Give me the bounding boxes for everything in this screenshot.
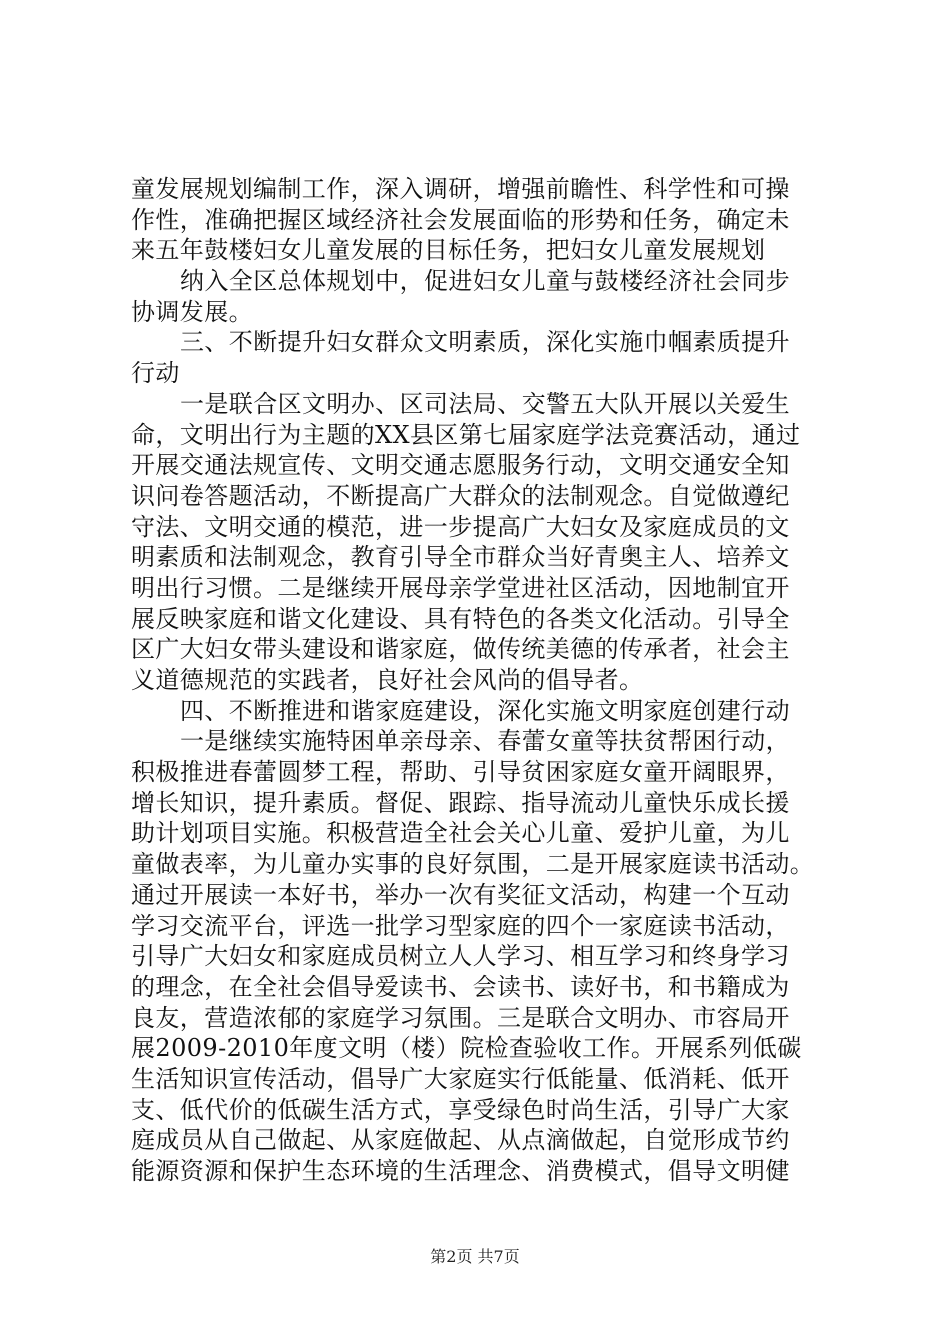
section-heading: 三、不断提升妇女群众文明素质，深化实施巾帼素质提升 bbox=[180, 328, 790, 357]
text-line: 能源资源和保护生态环境的生活理念、消费模式，倡导文明健 bbox=[131, 1157, 790, 1185]
section-heading: 行动 bbox=[131, 359, 180, 388]
text-line: 区广大妇女带头建设和谐家庭，做传统美德的传承者，社会主 bbox=[131, 635, 790, 664]
text-line: 义道德规范的实践者，良好社会风尚的倡导者。 bbox=[131, 666, 644, 694]
text-line: 积极推进春蕾圆梦工程，帮助、引导贫困家庭女童开阔眼界， bbox=[131, 758, 790, 787]
text-line: 庭成员从自己做起、从家庭做起、从点滴做起，自觉形成节约 bbox=[131, 1126, 790, 1155]
text-line: 一是联合区文明办、区司法局、交警五大队开展以关爱生 bbox=[180, 389, 790, 418]
text-line: 识问卷答题活动，不断提高广大群众的法制观念。自觉做遵纪 bbox=[131, 481, 790, 510]
text-line: 纳入全区总体规划中，促进妇女儿童与鼓楼经济社会同步 bbox=[180, 267, 790, 296]
text-line: 展反映家庭和谐文化建设、具有特色的各类文化活动。引导全 bbox=[131, 604, 790, 633]
text-line: 展2009-2010年度文明（楼）院检查验收工作。开展系列低碳 bbox=[131, 1034, 802, 1063]
page-number-footer: 第2页 共7页 bbox=[430, 1247, 520, 1266]
text-line: 的理念，在全社会倡导爱读书、会读书、读好书，和书籍成为 bbox=[131, 972, 790, 1001]
text-line: 协调发展。 bbox=[131, 297, 253, 326]
text-line: 引导广大妇女和家庭成员树立人人学习、相互学习和终身学习 bbox=[131, 942, 790, 971]
section-heading: 四、不断推进和谐家庭建设，深化实施文明家庭创建行动 bbox=[180, 696, 790, 725]
text-line: 生活知识宣传活动，倡导广大家庭实行低能量、低消耗、低开 bbox=[131, 1064, 790, 1093]
text-line: 童做表率，为儿童办实事的良好氛围，二是开展家庭读书活动。 bbox=[131, 850, 815, 879]
text-line: 通过开展读一本好书，举办一次有奖征文活动，构建一个互动 bbox=[131, 880, 790, 909]
text-line: 明出行习惯。二是继续开展母亲学堂进社区活动，因地制宜开 bbox=[131, 573, 790, 602]
text-line: 增长知识，提升素质。督促、跟踪、指导流动儿童快乐成长援 bbox=[131, 788, 790, 817]
text-line: 作性，准确把握区域经济社会发展面临的形势和任务，确定未 bbox=[131, 205, 790, 234]
body-text bbox=[131, 174, 831, 1187]
text-line: 助计划项目实施。积极营造全社会关心儿童、爱护儿童，为儿 bbox=[131, 819, 790, 848]
text-line: 明素质和法制观念，教育引导全市群众当好青奥主人、培养文 bbox=[131, 543, 790, 572]
text-line: 学习交流平台，评选一批学习型家庭的四个一家庭读书活动， bbox=[131, 911, 790, 940]
text-line: 来五年鼓楼妇女儿童发展的目标任务，把妇女儿童发展规划 bbox=[131, 236, 766, 265]
text-line: 支、低代价的低碳生活方式，享受绿色时尚生活，引导广大家 bbox=[131, 1095, 790, 1124]
text-line: 命，文明出行为主题的XX县区第七届家庭学法竞赛活动，通过 bbox=[131, 420, 801, 449]
text-line: 守法、文明交通的模范，进一步提高广大妇女及家庭成员的文 bbox=[131, 512, 790, 541]
text-line: 良友，营造浓郁的家庭学习氛围。三是联合文明办、市容局开 bbox=[131, 1003, 790, 1032]
text-line: 开展交通法规宣传、文明交通志愿服务行动，文明交通安全知 bbox=[131, 451, 790, 480]
text-line: 一是继续实施特困单亲母亲、春蕾女童等扶贫帮困行动， bbox=[180, 727, 790, 756]
text-line: 童发展规划编制工作，深入调研，增强前瞻性、科学性和可操 bbox=[131, 175, 790, 203]
